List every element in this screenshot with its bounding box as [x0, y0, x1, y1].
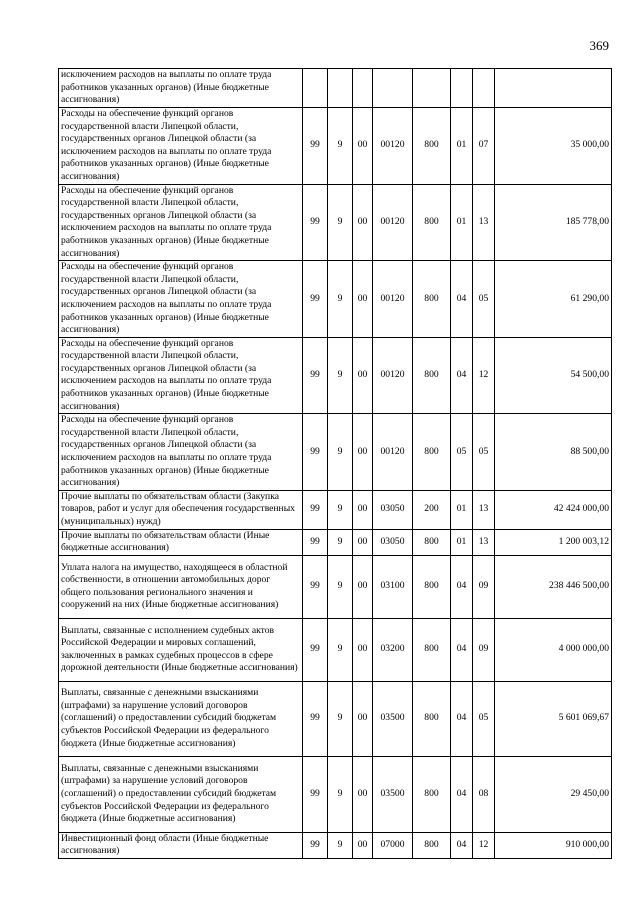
program-code: 99 — [303, 832, 328, 858]
direction-code: 03100 — [373, 555, 413, 618]
event-code: 00 — [353, 414, 373, 491]
row-description: Уплата налога на имущество, находящееся в областной собственности, в отношении автомобильных дорог общего пользования регионального значения и сооружений на них (Иные бюджетные ассигнования) — [59, 555, 303, 618]
amount: 238 446 500,00 — [495, 555, 612, 618]
section-code: 04 — [451, 337, 473, 414]
table-row — [59, 618, 612, 681]
subsection-code — [473, 69, 495, 108]
row-description: Выплаты, связанные с денежными взысканиями (штрафами) за нарушение условий договоров (соглашений) о предоставлении субсидий бюджетам субъектов Российской Федерации из федерального бюджета (Иные бюджетные ассигнования) — [59, 756, 303, 832]
expense-type-code: 800 — [413, 261, 451, 338]
event-code: 00 — [353, 618, 373, 681]
event-code: 00 — [353, 108, 373, 185]
row-description: исключением расходов на выплаты по оплате труда работников указанных органов) (Иные бюджетные ассигнования) — [59, 69, 303, 108]
section-code — [451, 69, 473, 108]
table-row — [59, 490, 612, 529]
program-code: 99 — [303, 261, 328, 338]
row-description: Расходы на обеспечение функций органов государственной власти Липецкой области, государственных органов Липецкой области (за исключением расходов на выплаты по оплате труда работников указанных органов) (Иные бюджетные ассигнования) — [59, 261, 303, 338]
expense-type-code: 200 — [413, 490, 451, 529]
subprogram-code: 9 — [328, 555, 353, 618]
event-code: 00 — [353, 756, 373, 832]
subprogram-code: 9 — [328, 184, 353, 261]
table-row — [59, 261, 612, 338]
subprogram-code: 9 — [328, 108, 353, 185]
subsection-code: 07 — [473, 108, 495, 185]
row-description: Расходы на обеспечение функций органов государственной власти Липецкой области, государственных органов Липецкой области (за исключением расходов на выплаты по оплате труда работников указанных органов) (Иные бюджетные ассигнования) — [59, 337, 303, 414]
direction-code — [373, 69, 413, 108]
event-code: 00 — [353, 490, 373, 529]
direction-code: 00120 — [373, 184, 413, 261]
event-code: 00 — [353, 555, 373, 618]
subprogram-code — [328, 69, 353, 108]
subsection-code: 05 — [473, 414, 495, 491]
expense-type-code: 800 — [413, 337, 451, 414]
expense-type-code: 800 — [413, 555, 451, 618]
expense-type-code: 800 — [413, 529, 451, 555]
section-code: 01 — [451, 529, 473, 555]
amount: 61 290,00 — [495, 261, 612, 338]
event-code: 00 — [353, 529, 373, 555]
subsection-code: 09 — [473, 618, 495, 681]
table-row — [59, 756, 612, 832]
direction-code: 03050 — [373, 529, 413, 555]
table-row — [59, 414, 612, 491]
expense-type-code: 800 — [413, 618, 451, 681]
event-code: 00 — [353, 261, 373, 338]
direction-code: 00120 — [373, 108, 413, 185]
table-row — [59, 69, 612, 108]
direction-code: 03050 — [373, 490, 413, 529]
budget-table — [58, 68, 612, 859]
subsection-code: 12 — [473, 337, 495, 414]
direction-code: 03500 — [373, 681, 413, 756]
amount: 4 000 000,00 — [495, 618, 612, 681]
section-code: 04 — [451, 555, 473, 618]
table-row — [59, 108, 612, 185]
program-code: 99 — [303, 108, 328, 185]
amount: 185 778,00 — [495, 184, 612, 261]
direction-code: 00120 — [373, 261, 413, 338]
amount: 54 500,00 — [495, 337, 612, 414]
table-row — [59, 555, 612, 618]
subsection-code: 05 — [473, 681, 495, 756]
amount: 1 200 003,12 — [495, 529, 612, 555]
subprogram-code: 9 — [328, 414, 353, 491]
row-description: Прочие выплаты по обязательствам области (Закупка товаров, работ и услуг для обеспечения государственных (муниципальных) нужд) — [59, 490, 303, 529]
subprogram-code: 9 — [328, 681, 353, 756]
row-description: Выплаты, связанные с денежными взысканиями (штрафами) за нарушение условий договоров (соглашений) о предоставлении субсидий бюджетам субъектов Российской Федерации из федерального бюджета (Иные бюджетные ассигнования) — [59, 681, 303, 756]
event-code — [353, 69, 373, 108]
section-code: 01 — [451, 108, 473, 185]
section-code: 04 — [451, 756, 473, 832]
section-code: 04 — [451, 618, 473, 681]
subprogram-code: 9 — [328, 618, 353, 681]
subsection-code: 05 — [473, 261, 495, 338]
subsection-code: 09 — [473, 555, 495, 618]
direction-code: 07000 — [373, 832, 413, 858]
program-code: 99 — [303, 681, 328, 756]
section-code: 04 — [451, 681, 473, 756]
row-description: Инвестиционный фонд области (Иные бюджетные ассигнования) — [59, 832, 303, 858]
subprogram-code: 9 — [328, 261, 353, 338]
amount: 35 000,00 — [495, 108, 612, 185]
amount — [495, 69, 612, 108]
expense-type-code: 800 — [413, 681, 451, 756]
subprogram-code: 9 — [328, 490, 353, 529]
expense-type-code: 800 — [413, 414, 451, 491]
row-description: Прочие выплаты по обязательствам области (Иные бюджетные ассигнования) — [59, 529, 303, 555]
table-row — [59, 337, 612, 414]
section-code: 05 — [451, 414, 473, 491]
direction-code: 03500 — [373, 756, 413, 832]
subsection-code: 13 — [473, 490, 495, 529]
table-row — [59, 832, 612, 858]
expense-type-code — [413, 69, 451, 108]
subsection-code: 13 — [473, 529, 495, 555]
amount: 42 424 000,00 — [495, 490, 612, 529]
event-code: 00 — [353, 337, 373, 414]
program-code: 99 — [303, 184, 328, 261]
program-code: 99 — [303, 555, 328, 618]
direction-code: 03200 — [373, 618, 413, 681]
program-code: 99 — [303, 618, 328, 681]
expense-type-code: 800 — [413, 756, 451, 832]
page-number: 369 — [589, 38, 609, 53]
program-code: 99 — [303, 337, 328, 414]
subsection-code: 12 — [473, 832, 495, 858]
event-code: 00 — [353, 832, 373, 858]
row-description: Расходы на обеспечение функций органов государственной власти Липецкой области, государственных органов Липецкой области (за исключением расходов на выплаты по оплате труда работников указанных органов) (Иные бюджетные ассигнования) — [59, 414, 303, 491]
subprogram-code: 9 — [328, 832, 353, 858]
subprogram-code: 9 — [328, 756, 353, 832]
program-code: 99 — [303, 756, 328, 832]
section-code: 04 — [451, 261, 473, 338]
event-code: 00 — [353, 681, 373, 756]
program-code — [303, 69, 328, 108]
section-code: 01 — [451, 184, 473, 261]
program-code: 99 — [303, 529, 328, 555]
expense-type-code: 800 — [413, 108, 451, 185]
subsection-code: 08 — [473, 756, 495, 832]
event-code: 00 — [353, 184, 373, 261]
direction-code: 00120 — [373, 337, 413, 414]
amount: 29 450,00 — [495, 756, 612, 832]
section-code: 01 — [451, 490, 473, 529]
direction-code: 00120 — [373, 414, 413, 491]
subprogram-code: 9 — [328, 529, 353, 555]
subprogram-code: 9 — [328, 337, 353, 414]
section-code: 04 — [451, 832, 473, 858]
row-description: Выплаты, связанные с исполнением судебных актов Российской Федерации и мировых соглашений, заключенных в рамках судебных процессов в сфере дорожной деятельности (Иные бюджетные ассигнования) — [59, 618, 303, 681]
amount: 5 601 069,67 — [495, 681, 612, 756]
subsection-code: 13 — [473, 184, 495, 261]
amount: 910 000,00 — [495, 832, 612, 858]
expense-type-code: 800 — [413, 184, 451, 261]
amount: 88 500,00 — [495, 414, 612, 491]
program-code: 99 — [303, 414, 328, 491]
table-row — [59, 529, 612, 555]
row-description: Расходы на обеспечение функций органов государственной власти Липецкой области, государственных органов Липецкой области (за исключением расходов на выплаты по оплате труда работников указанных органов) (Иные бюджетные ассигнования) — [59, 184, 303, 261]
program-code: 99 — [303, 490, 328, 529]
row-description: Расходы на обеспечение функций органов государственной власти Липецкой области, государственных органов Липецкой области (за исключением расходов на выплаты по оплате труда работников указанных органов) (Иные бюджетные ассигнования) — [59, 108, 303, 185]
expense-type-code: 800 — [413, 832, 451, 858]
table-row — [59, 184, 612, 261]
table-row — [59, 681, 612, 756]
